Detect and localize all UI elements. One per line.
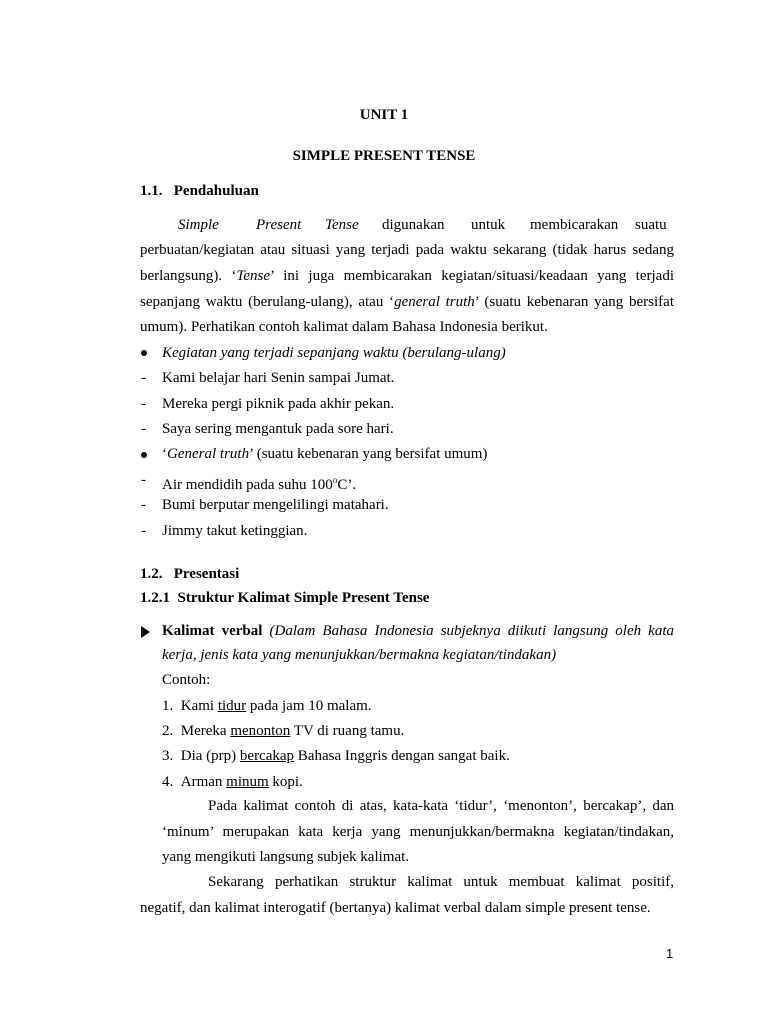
page-number: 1 [666,946,674,961]
text-span: TV di ruang tamu. [290,723,405,739]
paragraph-line [140,267,674,285]
section-heading-presentasi: 1.2. Presentasi [140,566,240,582]
text-span: ’ ini juga membicarakan kegiatan/situasi/keadaan yang terjadi [270,268,674,284]
paragraph-line [140,293,674,311]
word: membicarakan [530,217,619,233]
text-span: ’ (suatu kebenaran yang bersifat umum) [249,446,488,462]
paragraph-line: umum). Perhatikan contoh kalimat dalam Bahasa Indonesia berikut. [140,319,548,335]
example-item [162,722,404,740]
word: untuk [471,217,506,233]
paragraph-line: perbuatan/kegiatan atau situasi yang terjadi pada waktu sekarang (tidak harus sedang [140,242,674,258]
contoh-label: Contoh: [162,672,211,688]
kalimat-verbal-line [162,622,674,640]
list-item: Jimmy takut ketinggian. [162,523,308,539]
example-number: 2. [162,723,174,739]
dash-icon: - [141,370,146,386]
verb-underlined: bercakap [239,748,295,764]
bullet-heading [162,445,487,463]
text-span: pada jam 10 malam. [246,698,372,714]
dash-icon: - [141,396,146,412]
text-span: ‘ [162,446,167,462]
example-item [162,697,372,715]
kalimat-verbal-desc: kerja, jenis kata yang menunjukkan/bermakna kegiatan/tindakan) [162,647,557,663]
text-span: Kami [180,698,218,714]
list-item: Bumi berputar mengelilingi matahari. [162,497,389,513]
example-number: 1. [162,698,174,714]
word: suatu [635,217,667,233]
text-span: berlangsung). ‘ [140,268,237,284]
list-item: Mereka pergi piknik pada akhir pekan. [162,396,395,412]
text-span: Arman [180,774,227,790]
kalimat-verbal-label: Kalimat verbal [162,623,263,639]
bullet-icon [141,350,147,356]
text-span: ’ (suatu kebenaran yang bersifat [474,294,674,310]
paragraph-line: Sekarang perhatikan struktur kalimat untuk membuat kalimat positif, [208,874,674,890]
verb-underlined: minum [226,774,269,790]
bullet-icon [141,452,147,458]
term-tense-quoted: Tense [236,268,271,284]
paragraph-line: Pada kalimat contoh di atas, kata-kata ‘tidur’, ‘menonton’, bercakap’, dan [208,798,674,814]
dash-icon: - [141,472,146,488]
text-span: Bahasa Inggris dengan sangat baik. [294,748,510,764]
list-item: Kami belajar hari Senin sampai Jumat. [162,370,395,386]
verb-underlined: tidur [217,698,247,714]
arrow-bullet-icon [141,626,150,638]
dash-icon: - [141,421,146,437]
example-number: 3. [162,748,174,764]
page-title: SIMPLE PRESENT TENSE [292,148,476,164]
section-heading-pendahuluan: 1.1. Pendahuluan [140,183,259,199]
term-present: Present [256,217,302,233]
word: digunakan [382,217,445,233]
term-tense: Tense [325,217,359,233]
list-item: Saya sering mengantuk pada sore hari. [162,421,394,437]
verb-underlined: menonton [230,723,291,739]
bullet-heading: Kegiatan yang terjadi sepanjang waktu (berulang-ulang) [162,345,506,361]
text-span: kopi. [268,774,303,790]
text-span: Dia (prp) [180,748,240,764]
text-span: Mereka [180,723,231,739]
example-item [162,773,303,791]
term-general-truth: General truth [167,446,250,462]
text-span: Air mendidih pada suhu 100 [162,477,333,493]
paragraph-line: negatif, dan kalimat interogatif (bertanya) kalimat verbal dalam simple present tense. [140,900,651,916]
text-span: (Dalam Bahasa Indonesia subjeknya diikuti langsung oleh kata [269,623,675,639]
term-simple: Simple [178,217,219,233]
term-general-truth: general truth [394,294,475,310]
example-item [162,747,510,765]
paragraph-line: yang mengikuti langsung subjek kalimat. [162,849,410,865]
degree-sup: o [332,475,338,485]
subsection-heading: 1.2.1 Struktur Kalimat Simple Present Tense [140,590,430,606]
dash-icon: - [141,523,146,539]
list-item [162,471,356,494]
paragraph-line: ‘minum’ merupakan kata kerja yang menunjukkan/bermakna kegiatan/tindakan, [162,824,674,840]
example-number: 4. [162,774,174,790]
unit-title: UNIT 1 [359,107,409,123]
text-span: sepanjang waktu (berulang-ulang), atau ‘ [140,294,395,310]
dash-icon: - [141,497,146,513]
text-span: C’. [337,477,357,493]
